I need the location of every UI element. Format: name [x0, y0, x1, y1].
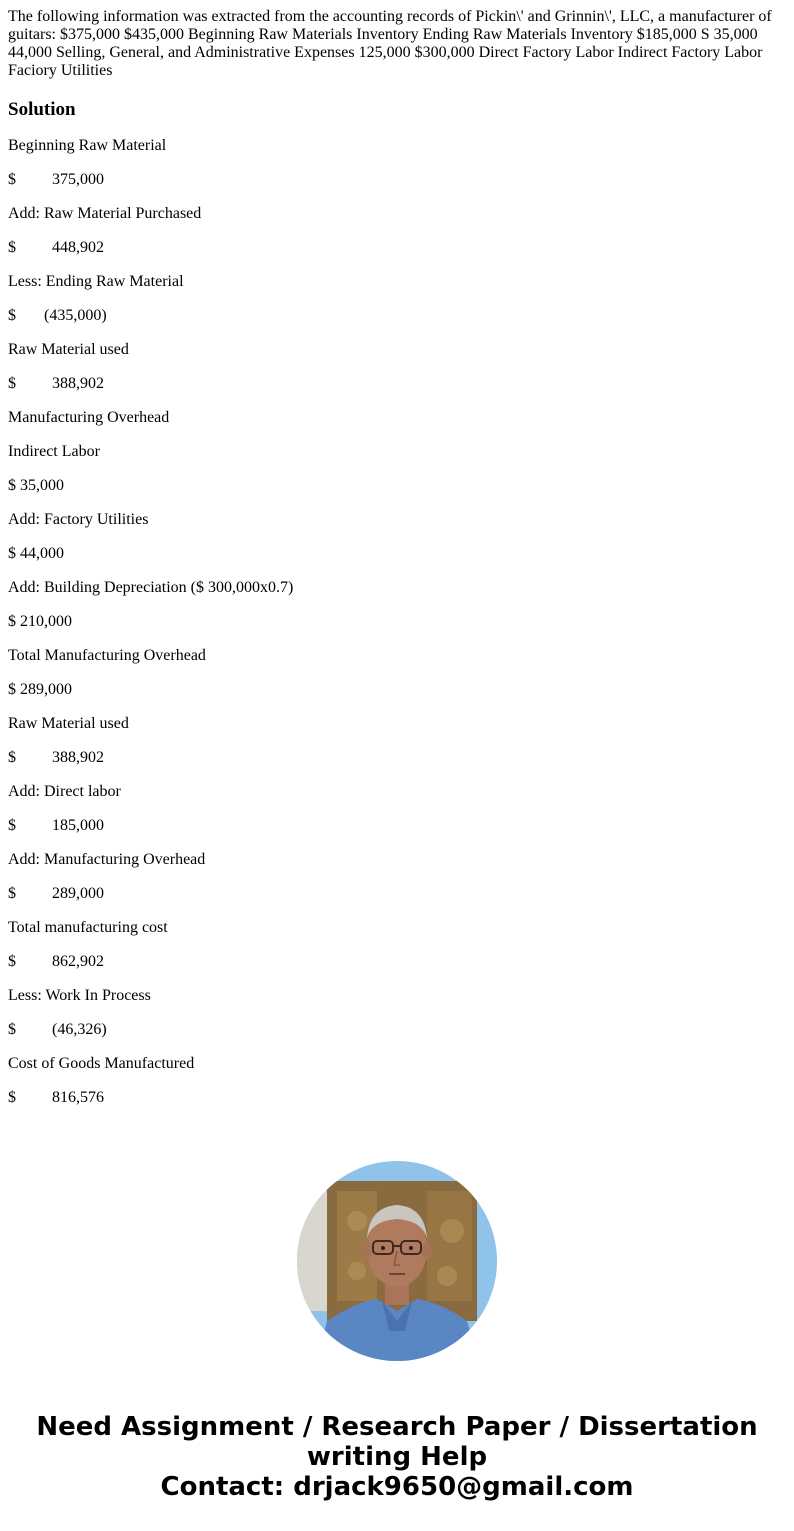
solution-line: $ 35,000 — [8, 477, 64, 494]
solution-line: Raw Material used — [8, 715, 129, 732]
author-photo — [297, 1161, 497, 1361]
solution-line: Add: Factory Utilities — [8, 511, 149, 528]
cta-line-2: writing Help — [306, 1442, 488, 1472]
solution-line: Add: Raw Material Purchased — [8, 205, 202, 222]
solution-line: Add: Direct labor — [8, 783, 121, 800]
solution-line: Less: Work In Process — [8, 987, 151, 1004]
solution-line: $ 289,000 — [8, 681, 72, 698]
contact-banner — [0, 1412, 794, 1502]
solution-line: $ 388,902 — [8, 375, 104, 392]
question-text: The following information was extracted from the accounting records of Pickin\' and Grinnin\', LLC, a manufacturer of guitars: $375,000 $435,000 Beginning Raw Materials Inventory Ending Raw Materials Inventory $185,000 S 35,000 44,000 Selling, General, and Administrative Expenses 125,000 $300,000 Direct Factory Labor Indirect Factory Labor Faciory Utilities — [8, 8, 772, 79]
solution-line: Less: Ending Raw Material — [8, 273, 184, 290]
solution-heading: Solution — [8, 99, 76, 120]
solution-line: Total manufacturing cost — [8, 919, 168, 936]
solution-line: $ 448,902 — [8, 239, 104, 256]
solution-line: $ 185,000 — [8, 817, 104, 834]
solution-line: Cost of Goods Manufactured — [8, 1055, 195, 1072]
solution-line: $ 816,576 — [8, 1089, 104, 1106]
author-avatar — [297, 1161, 497, 1361]
solution-line: $ (46,326) — [8, 1021, 107, 1038]
solution-line: Raw Material used — [8, 341, 129, 358]
solution-line: $ (435,000) — [8, 307, 107, 324]
solution-line: Manufacturing Overhead — [8, 409, 170, 426]
solution-line: Add: Building Depreciation ($ 300,000x0.7) — [8, 579, 294, 596]
solution-line: Indirect Labor — [8, 443, 100, 460]
solution-line: $ 375,000 — [8, 171, 104, 188]
cta-contact-email: Contact: drjack9650@gmail.com — [160, 1472, 634, 1502]
cta-line-1: Need Assignment / Research Paper / Dissertation — [36, 1412, 758, 1442]
solution-line: Total Manufacturing Overhead — [8, 647, 206, 664]
solution-line: Beginning Raw Material — [8, 137, 167, 154]
solution-line: $ 210,000 — [8, 613, 72, 630]
document-body — [0, 8, 794, 1107]
solution-line: $ 388,902 — [8, 749, 104, 766]
solution-line: $ 44,000 — [8, 545, 64, 562]
solution-line: $ 289,000 — [8, 885, 104, 902]
solution-line: $ 862,902 — [8, 953, 104, 970]
solution-line: Add: Manufacturing Overhead — [8, 851, 206, 868]
